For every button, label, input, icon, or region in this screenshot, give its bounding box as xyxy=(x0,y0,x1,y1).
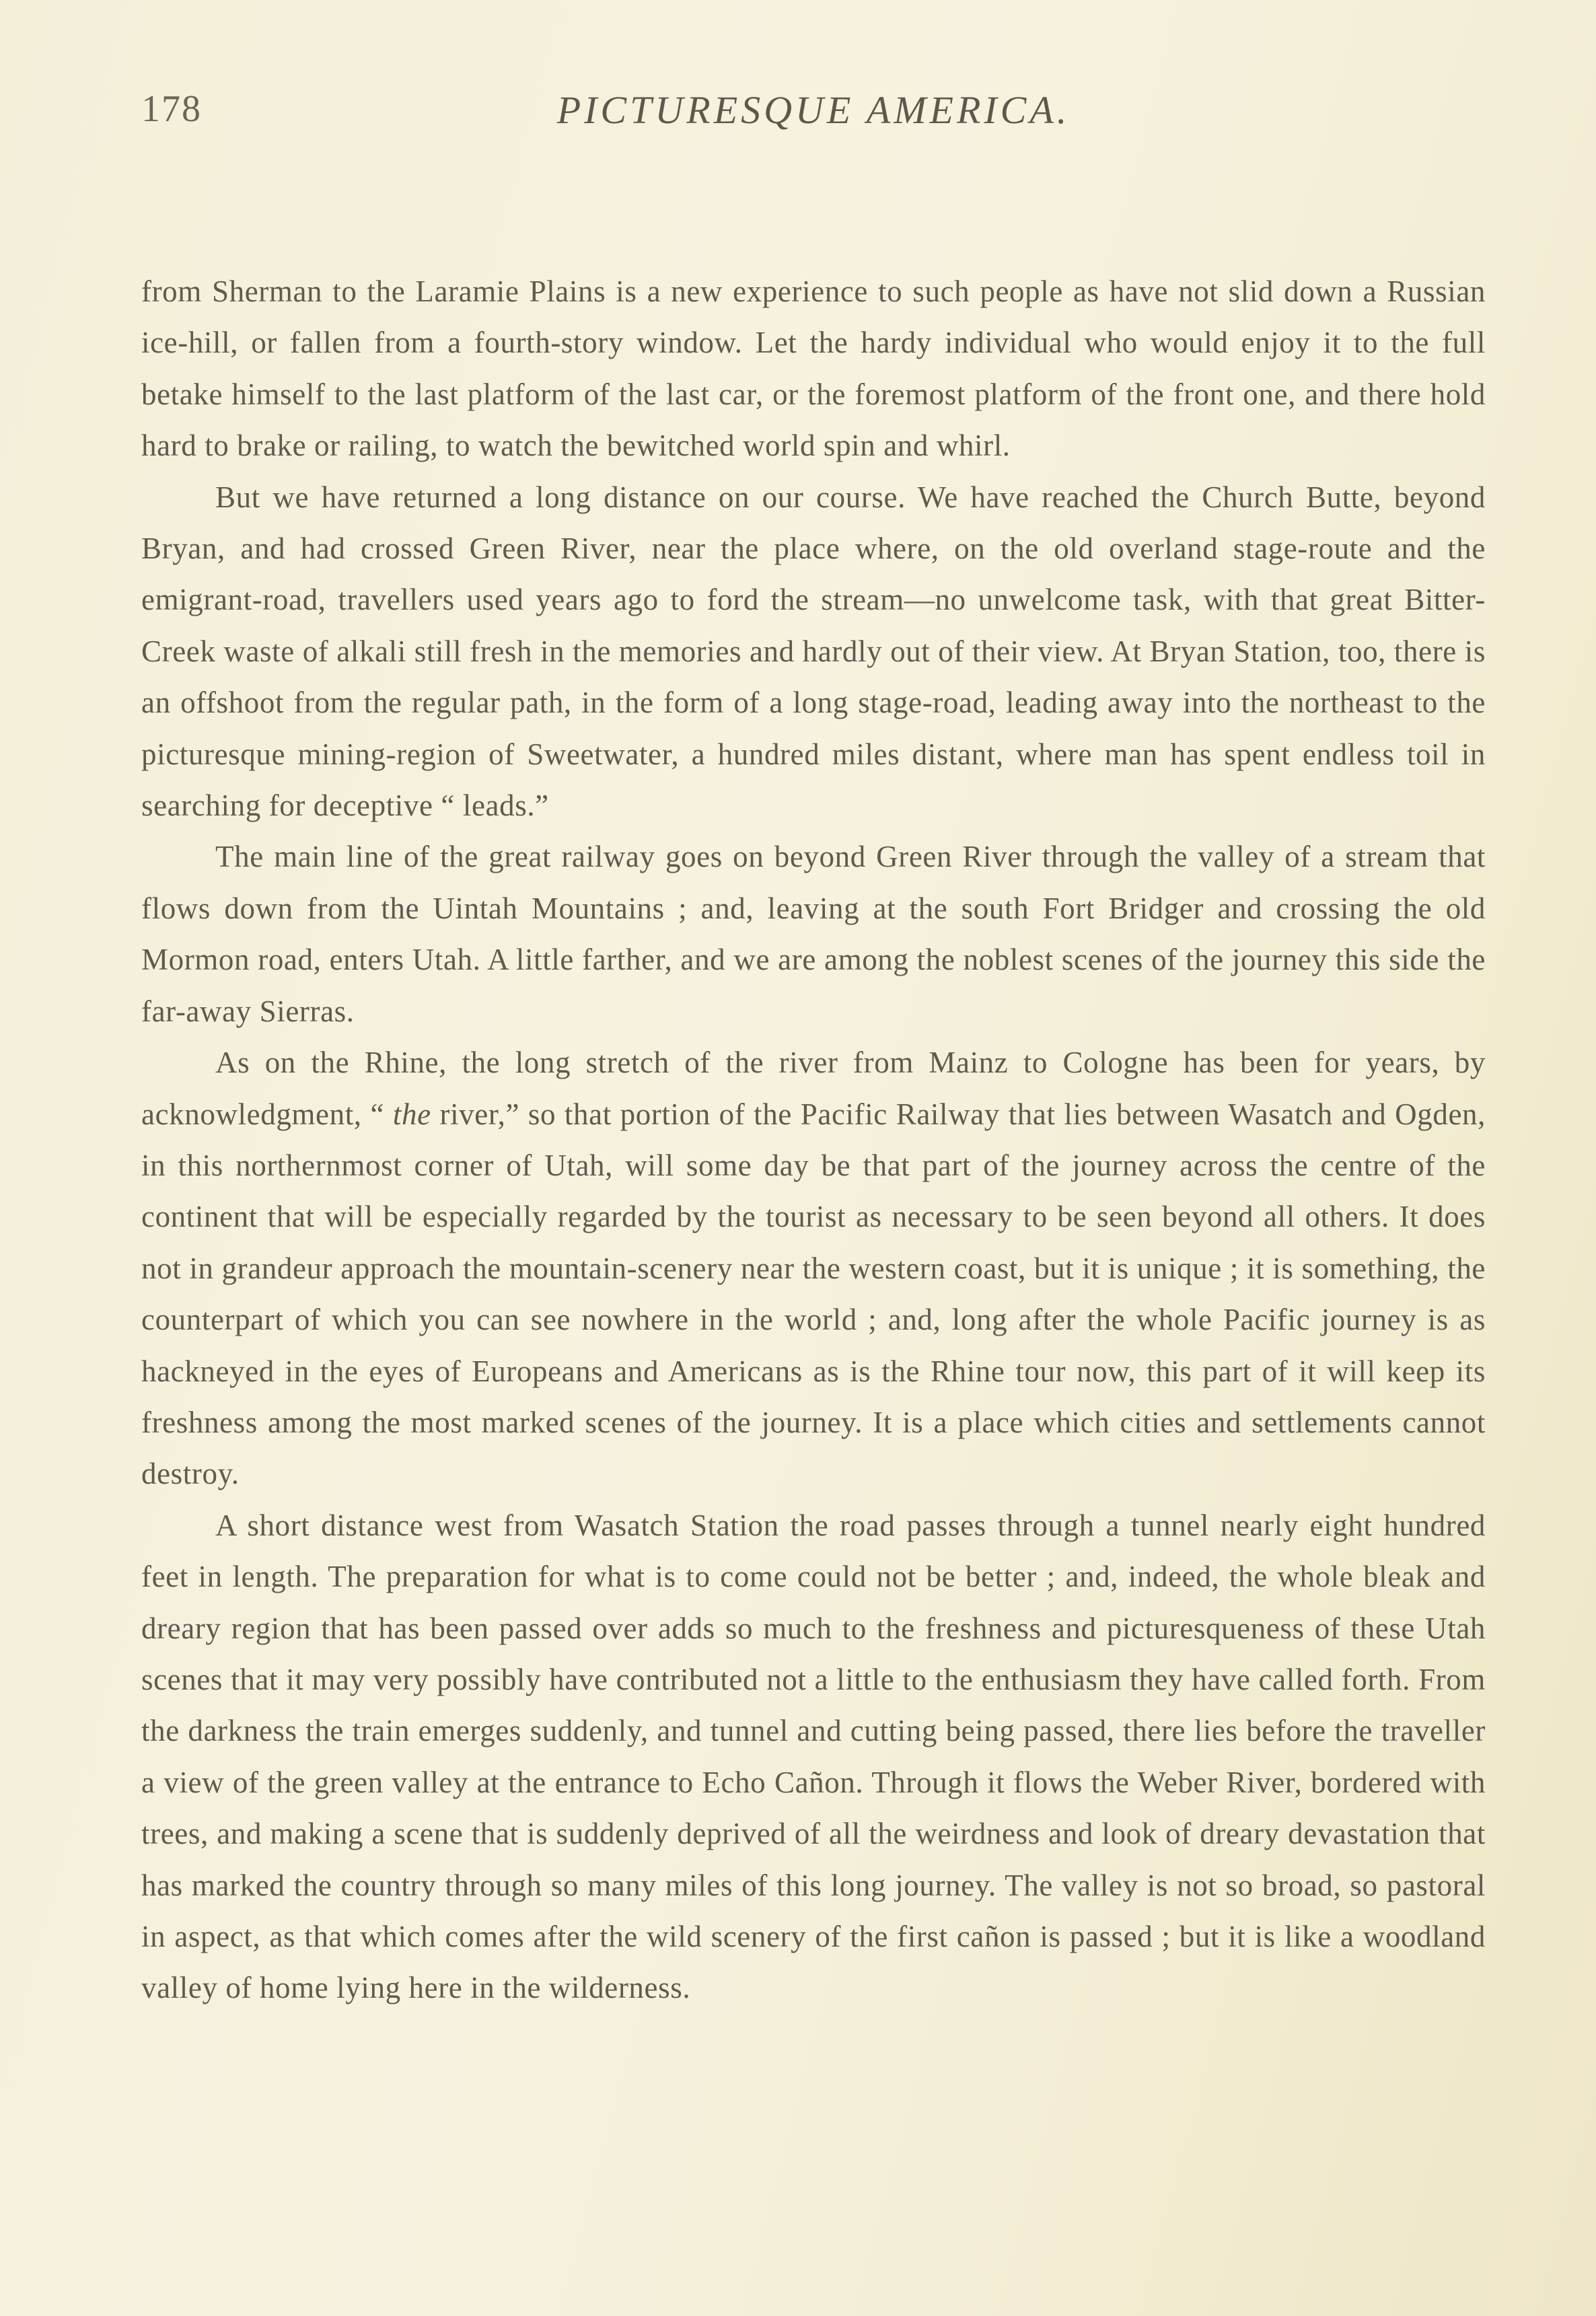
page-header xyxy=(141,87,1486,148)
paragraph: A short distance west from Wasatch Station the road passes through a tunnel nearly eight hundred feet in length. The preparation for what is to come could not be better ; and, indeed, the whole bleak and dreary region that has been passed over adds so much to the freshness and picturesqueness of these Utah scenes that it may very possibly have contributed not a little to the enthusiasm they have called forth. From the darkness the train emerges suddenly, and tunnel and cutting being passed, there lies before the traveller a view of the green valley at the entrance to Echo Cañon. Through it flows the Weber River, bordered with trees, and making a scene that is suddenly deprived of all the weirdness and look of dreary devastation that has marked the country through so many miles of this long journey. The valley is not so broad, so pastoral in aspect, as that which comes after the wild scenery of the first cañon is passed ; but it is like a woodland valley of home lying here in the wilderness. xyxy=(141,1508,1486,2005)
paragraph-text: As on the Rhine, the long stretch of the river from Mainz to Cologne has been for years, by acknowledgment, “ xyxy=(141,1046,1486,1131)
italic-word: the xyxy=(392,1097,431,1131)
paragraph xyxy=(141,1037,1486,1500)
paragraph-continued: from Sherman to the Laramie Plains is a new experience to such people as have not slid down a Russian ice-hill, or fallen from a fourth-story window. Let the hardy individual who would enjoy it to the full betake himself to the last platform of the last car, or the foremost platform of the front one, and there hold hard to brake or railing, to watch the bewitched world spin and whirl. xyxy=(141,275,1486,463)
paragraph: But we have returned a long distance on our course. We have reached the Church Butte, beyond Bryan, and had crossed Green River, near the place where, on the old overland stage-route and the emigrant-road, travellers used years ago to ford the stream—no unwelcome task, with that great Bitter-Creek waste of alkali still fresh in the memories and hardly out of their view. At Bryan Station, too, there is an offshoot from the regular path, in the form of a long stage-road, leading away into the northeast to the picturesque mining-region of Sweetwater, a hundred miles distant, where man has spent endless toil in searching for deceptive “ leads.” xyxy=(141,480,1486,823)
paragraph: The main line of the great railway goes on beyond Green River through the valley of a stream that flows down from the Uintah Mountains ; and, leaving at the south Fort Bridger and crossing the old Mormon road, enters Utah. A little farther, and we are among the noblest scenes of the journey this side the far-away Sierras. xyxy=(141,840,1486,1028)
book-page xyxy=(141,87,1486,2014)
running-title: PICTURESQUE AMERICA. xyxy=(556,88,1071,132)
paragraph-text: river,” so that portion of the Pacific Railway that lies between Wasatch and Ogden, in this northernmost corner of Utah, will some day be that part of the journey across the centre of the continent that will be especially regarded by the tourist as necessary to be seen beyond all others. It does not in grandeur approach the mountain-scenery near the western coast, but it is unique ; it is something, the counterpart of which you can see nowhere in the world ; and, long after the whole Pacific journey is as hackneyed in the eyes of Europeans and Americans as is the Rhine tour now, this part of it will keep its freshness among the most marked scenes of the journey. It is a place which cities and settlements cannot destroy. xyxy=(141,1097,1486,1491)
page-number: 178 xyxy=(141,88,202,130)
body-text xyxy=(141,266,1486,2014)
